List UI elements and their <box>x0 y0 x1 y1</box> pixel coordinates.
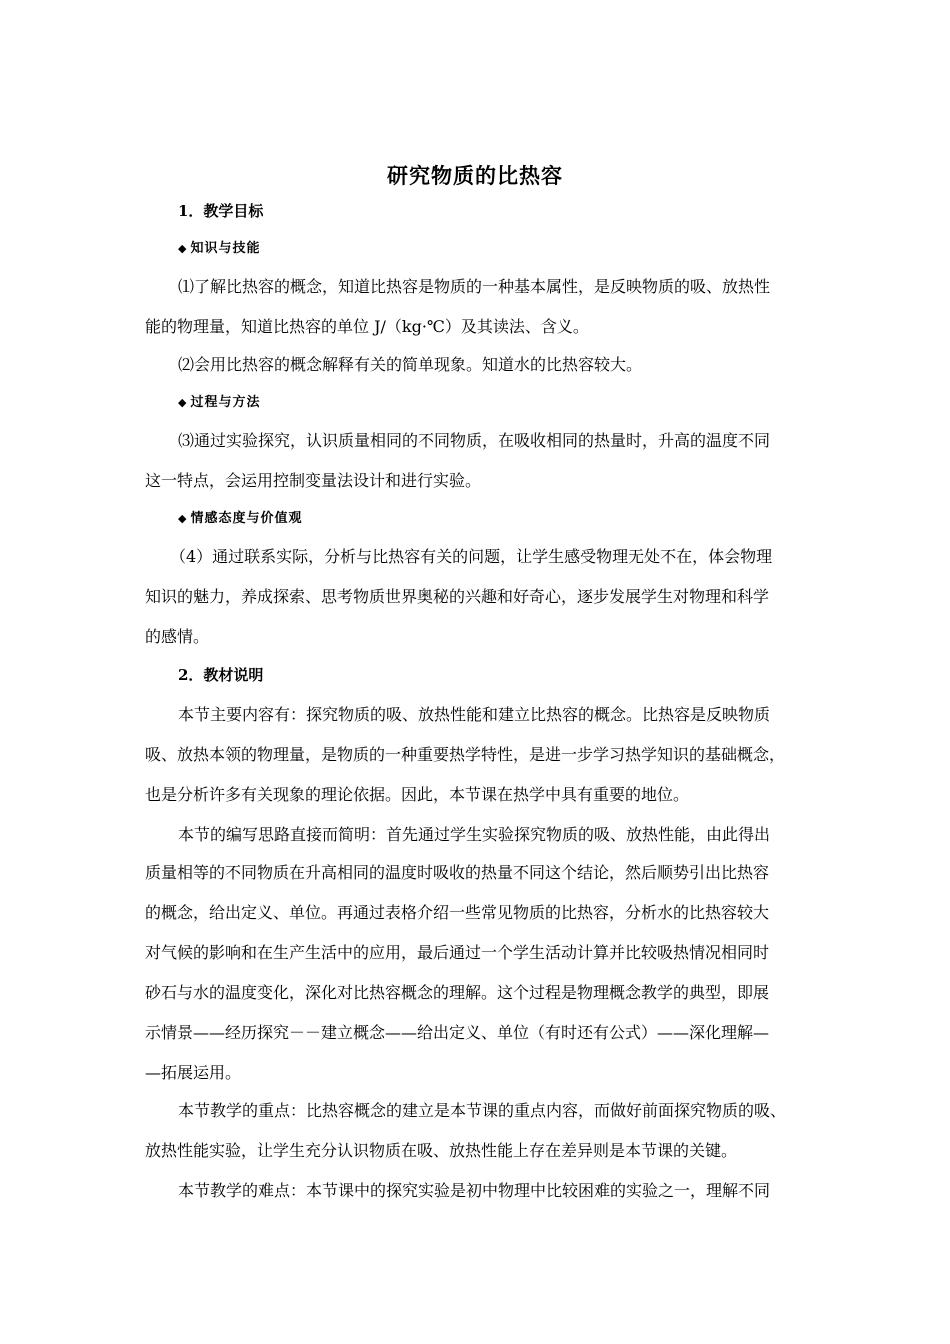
subheading-label: 过程与方法 <box>190 395 261 410</box>
paragraph-line: 本节教学的难点：本节课中的探究实验是初中物理中比较困难的实验之一，理解不同 <box>178 1181 771 1200</box>
paragraph-line: 本节教学的重点：比热容概念的建立是本节课的重点内容，而做好前面探究物质的吸、 <box>178 1101 787 1120</box>
paragraph-line: ⑴了解比热容的概念，知道比热容是物质的一种基本属性，是反映物质的吸、放热性 <box>178 277 771 296</box>
paragraph-line: —拓展运用。 <box>145 1063 242 1082</box>
paragraph-line: ⑵会用比热容的概念解释有关的简单现象。知道水的比热容较大。 <box>178 355 643 374</box>
subheading-attitude-values <box>178 508 302 530</box>
diamond-bullet-icon: ◆ <box>178 242 188 255</box>
subheading-label: 知识与技能 <box>190 241 261 256</box>
subheading-knowledge-skills <box>178 238 260 260</box>
paragraph-line: 示情景——经历探究－－建立概念——给出定义、单位（有时还有公式）——深化理解— <box>145 1023 770 1042</box>
diamond-bullet-icon: ◆ <box>178 396 188 409</box>
paragraph-line: 吸、放热本领的物理量，是物质的一种重要热学特性，是进一步学习热学知识的基础概念， <box>145 745 786 764</box>
subheading-label: 情感态度与价值观 <box>190 511 303 526</box>
diamond-bullet-icon: ◆ <box>178 512 188 525</box>
paragraph-line: 本节主要内容有：探究物质的吸、放热性能和建立比热容的概念。比热容是反映物质 <box>178 705 771 724</box>
paragraph-line: 对气候的影响和在生产生活中的应用，最后通过一个学生活动计算并比较吸热情况相同时 <box>145 943 770 962</box>
paragraph-line: 的概念，给出定义、单位。再通过表格介绍一些常见物质的比热容，分析水的比热容较大 <box>145 903 770 922</box>
paragraph-line: 的感情。 <box>145 627 210 646</box>
paragraph-line: 也是分析许多有关现象的理论依据。因此，本节课在热学中具有重要的地位。 <box>145 785 690 804</box>
paragraph-line: 砂石与水的温度变化，深化对比热容概念的理解。这个过程是物理概念教学的典型，即展 <box>145 983 770 1002</box>
paragraph-line: 放热性能实验，让学生充分认识物质在吸、放热性能上存在差异则是本节课的关键。 <box>145 1141 738 1160</box>
paragraph-line: 这一特点，会运用控制变量法设计和进行实验。 <box>145 471 482 490</box>
paragraph-line: 能的物理量，知道比热容的单位 J/（kg·℃）及其读法、含义。 <box>145 317 589 336</box>
paragraph-line: 知识的魅力，养成探索、思考物质世界奥秘的兴趣和好奇心，逐步发展学生对物理和科学 <box>145 587 770 606</box>
paragraph-line: ⑶通过实验探究，认识质量相同的不同物质，在吸收相同的热量时，升高的温度不同 <box>178 431 771 450</box>
subheading-process-method <box>178 392 260 414</box>
section-heading-textbook: 2．教材说明 <box>178 666 264 684</box>
paragraph-line: （4）通过联系实际，分析与比热容有关的问题，让学生感受物理无处不在，体会物理 <box>170 547 773 566</box>
section-heading-objectives: 1．教学目标 <box>178 202 264 220</box>
paragraph-line: 本节的编写思路直接而简明：首先通过学生实验探究物质的吸、放热性能，由此得出 <box>178 825 771 844</box>
document-title: 研究物质的比热容 <box>387 163 563 188</box>
paragraph-line: 质量相等的不同物质在升高相同的温度时吸收的热量不同这个结论，然后顺势引出比热容 <box>145 863 770 882</box>
